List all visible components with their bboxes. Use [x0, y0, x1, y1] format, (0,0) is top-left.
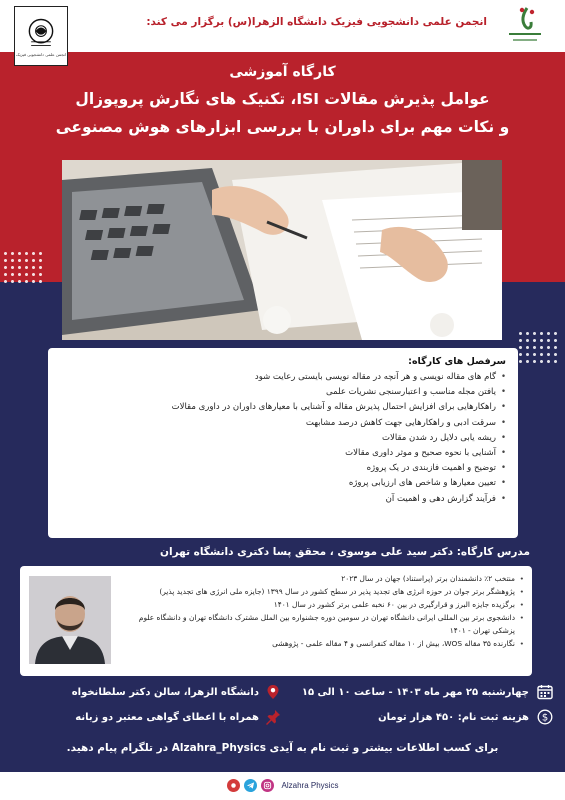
bio-item: • دانشجوی برتر بین المللی ایرانی دانشگاه تهران در سومین دوره جشنواره بین الملل مشترک دانشگاه تهران و دانشگاه علوم پزشکی تهران - ۱۴۰۱ [124, 611, 524, 637]
atom-logo-icon [23, 15, 59, 49]
topic-item: • توضیح و اهمیت فازبندی در یک پروژه [60, 461, 506, 476]
map-pin-icon [265, 684, 281, 700]
topic-item: • سرقت ادبی و راهکارهایی جهت کاهش درصد مشابهت [60, 416, 506, 431]
organizer-line: انجمن علمی دانشجویی فیزیک دانشگاه الزهرا(س) برگزار می کند: [146, 16, 487, 28]
topics-card [48, 348, 518, 538]
decorative-dots-right [517, 330, 557, 364]
topic-item: • یافتن مجله مناسب و اعتبارسنجی نشریات علمی [60, 385, 506, 400]
registration-fee: هزینه ثبت نام: ۴۵۰ هزار تومان [378, 712, 529, 723]
pushpin-icon [265, 709, 281, 725]
topic-item: • آشنایی با نحوه صحیح و موثر داوری مقالات [60, 446, 506, 461]
calendar-icon [537, 684, 553, 700]
bio-item: • برگزیده جایزه البرز و قرارگیری در بین ۶۰ نخبه علمی برتر کشور در سال ۱۴۰۱ [124, 598, 524, 611]
workshop-label: کارگاه آموزشی [229, 64, 336, 80]
instructor-portrait-icon [29, 576, 111, 664]
topic-item: • راهکارهایی برای افزایش احتمال پذیرش مقاله و آشنایی با معیارهای داوران در داوری مقالات [60, 400, 506, 415]
footer-handle[interactable]: Alzahra Physics [281, 781, 339, 790]
bio-item: • منتخب ۲٪ دانشمندان برتر (پراستناد) جهان در سال ۲۰۲۳ [124, 572, 524, 585]
instagram-icon[interactable] [261, 779, 274, 792]
event-date-time: چهارشنبه ۲۵ مهر ماه ۱۴۰۳ - ساعت ۱۰ الی ۱۵ [301, 687, 529, 698]
workshop-title-line-1: عوامل پذیرش مقالات ISI، تکنیک های نگارش پروپوزال [75, 90, 490, 108]
alzahra-university-logo [497, 4, 553, 64]
svg-text:$: $ [541, 712, 549, 724]
bio-item: • پژوهشگر برتر جوان در حوزه انرژی های تجدید پذیر در سطح کشور در سال ۱۳۹۹ (جایزه ملی انرژی های تجدید پذیر) [124, 585, 524, 598]
event-location: دانشگاه الزهرا، سالن دکتر سلطانخواه [71, 687, 259, 698]
topic-item: • ریشه یابی دلایل رد شدن مقالات [60, 431, 506, 446]
workshop-title-line-2: و نکات مهم برای داوران با بررسی ابزارهای هوش مصنوعی [55, 118, 510, 136]
topics-list [60, 370, 506, 507]
dollar-icon [537, 709, 553, 725]
instructor-bio-list [124, 572, 524, 650]
instructor-bio-card [20, 566, 532, 676]
instructor-title: مدرس کارگاه: دکتر سید علی موسوی ، محقق پسا دکتری دانشگاه تهران [160, 546, 530, 558]
bio-item: • نگارنده ۳۵ مقاله WOS، بیش از ۱۰ مقاله کنفرانسی و ۴ مقاله علمی - پژوهشی [124, 637, 524, 650]
aparat-icon[interactable] [227, 779, 240, 792]
hero-photo [62, 160, 502, 340]
topic-item: • تعیین معیارها و شاخص های ارزیابی پروژه [60, 476, 506, 491]
logo-caption: انجمن علمی دانشجویی فیزیک [15, 52, 67, 57]
certificate-note: همراه با اعطای گواهی معتبر دو زبانه [75, 712, 259, 723]
university-emblem-icon [497, 4, 553, 48]
footer [0, 772, 565, 800]
topic-item: • گام های مقاله نویسی و هر آنچه در مقاله نویسی بایستی رعایت شود [60, 370, 506, 385]
physics-association-logo [14, 6, 68, 66]
topic-item: • فرآیند گزارش دهی و اهمیت آن [60, 492, 506, 507]
instructor-photo [29, 576, 111, 664]
decorative-dots-left [2, 250, 42, 284]
footer-social-row [0, 779, 565, 792]
laptop-writing-illustration [62, 160, 502, 340]
topics-heading: سرفصل های کارگاه: [408, 356, 506, 367]
telegram-icon[interactable] [244, 779, 257, 792]
contact-line: برای کسب اطلاعات بیشتر و ثبت نام به آیدی Alzahra_Physics در تلگرام پیام دهید. [66, 742, 499, 754]
